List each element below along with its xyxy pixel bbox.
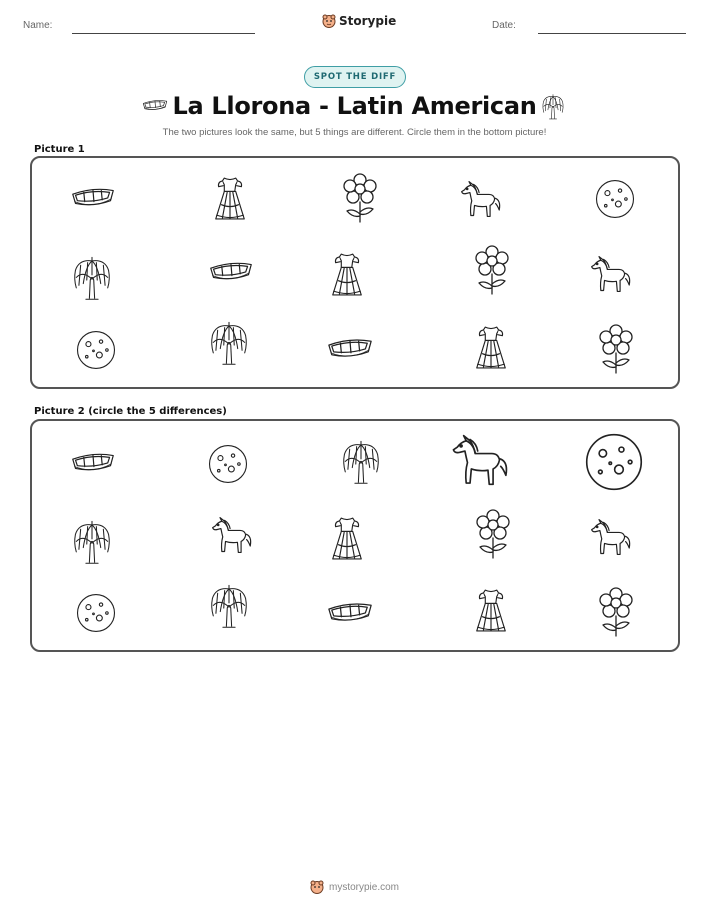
- storypie-mascot-icon: [310, 880, 324, 894]
- horse-icon: [457, 177, 503, 221]
- moon-icon: [75, 329, 117, 371]
- page-title: La Llorona - Latin American: [172, 92, 537, 120]
- brand-logo: [322, 14, 396, 28]
- dress-icon: [328, 249, 366, 301]
- boat-icon: [326, 332, 374, 364]
- boat-icon: [70, 182, 116, 212]
- flower-icon[interactable]: [596, 585, 636, 639]
- boat-icon[interactable]: [70, 447, 116, 477]
- dress-icon: [472, 322, 510, 374]
- name-field[interactable]: [72, 33, 255, 34]
- flower-icon: [596, 322, 636, 376]
- boat-icon: [208, 256, 254, 286]
- willow-tree-icon: [540, 92, 566, 120]
- horse-icon[interactable]: [208, 513, 254, 557]
- name-label: Name:: [23, 20, 53, 31]
- willow-tree-icon[interactable]: [207, 581, 251, 629]
- instructions: The two pictures look the same, but 5 things are different. Circle them in the bottom picture!: [162, 127, 547, 138]
- moon-icon[interactable]: [583, 431, 645, 493]
- dress-icon[interactable]: [328, 513, 366, 565]
- footer-url: mystorypie.com: [328, 881, 399, 893]
- date-field[interactable]: [538, 33, 686, 34]
- flower-icon: [340, 172, 380, 224]
- willow-tree-icon: [207, 318, 251, 366]
- horse-icon: [587, 252, 633, 296]
- dress-icon[interactable]: [472, 585, 510, 637]
- moon-icon[interactable]: [75, 592, 117, 634]
- willow-tree-icon[interactable]: [70, 517, 114, 565]
- boat-icon[interactable]: [326, 596, 374, 628]
- date-label: Date:: [492, 20, 516, 31]
- picture-2-label: Picture 2 (circle the 5 differences): [34, 406, 227, 417]
- horse-icon[interactable]: [587, 515, 633, 559]
- storypie-mascot-icon: [322, 14, 336, 28]
- willow-tree-icon: [70, 253, 114, 301]
- footer: [0, 880, 709, 894]
- flower-icon: [472, 243, 512, 297]
- flower-icon[interactable]: [473, 507, 513, 561]
- horse-icon[interactable]: [447, 429, 511, 491]
- spot-the-diff-badge: SPOT THE DIFF: [304, 66, 406, 88]
- picture-1-label: Picture 1: [34, 144, 85, 155]
- picture-1-panel: [30, 156, 680, 389]
- willow-tree-icon[interactable]: [339, 437, 383, 485]
- brand-name: Storypie: [339, 14, 397, 28]
- moon-icon: [594, 178, 636, 220]
- picture-2-panel[interactable]: [30, 419, 680, 652]
- dress-icon: [211, 175, 249, 223]
- moon-icon[interactable]: [207, 443, 249, 485]
